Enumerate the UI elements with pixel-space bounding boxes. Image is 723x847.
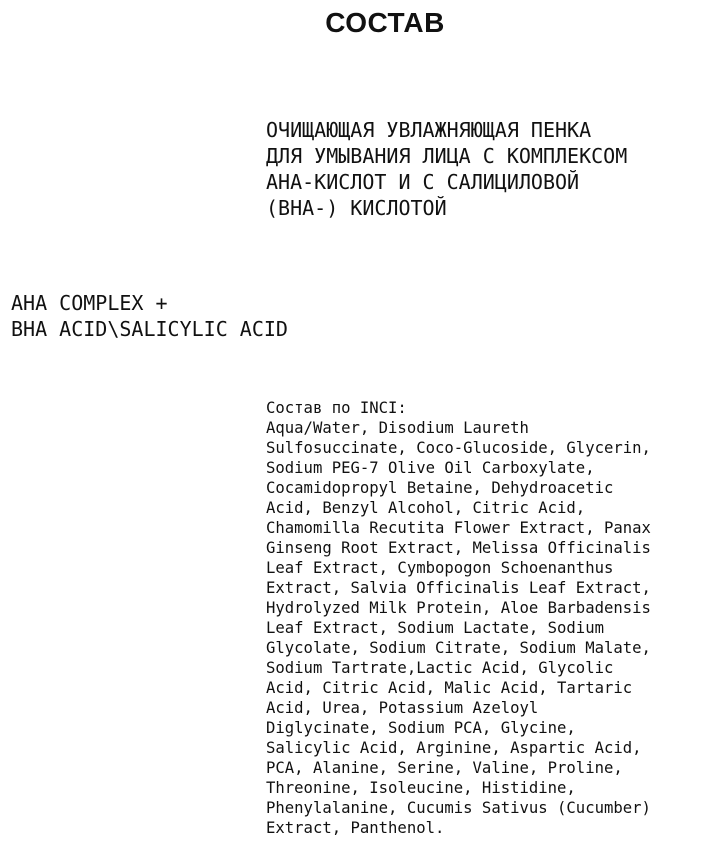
ingredients-line: PCA, Alanine, Serine, Valine, Proline, xyxy=(266,759,623,777)
ingredients-line: Salicylic Acid, Arginine, Aspartic Acid, xyxy=(266,739,642,757)
ingredients-line: Aqua/Water, Disodium Laureth xyxy=(266,419,529,437)
product-name xyxy=(266,117,723,221)
ingredients-line: Acid, Citric Acid, Malic Acid, Tartaric xyxy=(266,679,633,697)
ingredients-heading: Состав по INCI: xyxy=(266,399,407,417)
product-name-line: ОЧИЩАЮЩАЯ УВЛАЖНЯЮЩАЯ ПЕНКА xyxy=(266,118,592,142)
ingredients-line: Extract, Salvia Officinalis Leaf Extract, xyxy=(266,579,651,597)
acid-complex-line: BHA ACID\SALICYLIC ACID xyxy=(11,317,288,341)
ingredients-line: Hydrolyzed Milk Protein, Aloe Barbadensis xyxy=(266,599,651,617)
ingredients-line: Threonine, Isoleucine, Histidine, xyxy=(266,779,576,797)
acid-complex-line: AHA COMPLEX + xyxy=(11,291,168,315)
acid-complex-heading xyxy=(11,290,411,342)
page-title: СОСТАВ xyxy=(325,7,445,38)
ingredients-line: Sodium Tartrate,Lactic Acid, Glycolic xyxy=(266,659,614,677)
ingredients-line: Chamomilla Recutita Flower Extract, Panax xyxy=(266,519,651,537)
ingredients-line: Sodium PEG-7 Olive Oil Carboxylate, xyxy=(266,459,595,477)
ingredients-line: Sulfosuccinate, Coco-Glucoside, Glycerin, xyxy=(266,439,651,457)
ingredients-line: Cocamidopropyl Betaine, Dehydroacetic xyxy=(266,479,614,497)
product-name-line: ДЛЯ УМЫВАНИЯ ЛИЦА С КОМПЛЕКСОМ xyxy=(266,144,628,168)
ingredients-line: Acid, Urea, Potassium Azeloyl xyxy=(266,699,539,717)
ingredients-line: Diglycinate, Sodium PCA, Glycine, xyxy=(266,719,576,737)
ingredients-list xyxy=(266,398,716,838)
product-name-line: АНА-КИСЛОТ И С САЛИЦИЛОВОЙ xyxy=(266,170,580,194)
ingredients-line: Leaf Extract, Sodium Lactate, Sodium xyxy=(266,619,604,637)
ingredients-line: Leaf Extract, Cymbopogon Schoenanthus xyxy=(266,559,614,577)
ingredients-line: Acid, Benzyl Alcohol, Citric Acid, xyxy=(266,499,586,517)
ingredients-line: Phenylalanine, Cucumis Sativus (Cucumber) xyxy=(266,799,651,817)
product-name-line: (ВНА-) КИСЛОТОЙ xyxy=(266,196,447,220)
ingredients-line: Glycolate, Sodium Citrate, Sodium Malate, xyxy=(266,639,651,657)
ingredients-line: Extract, Panthenol. xyxy=(266,819,445,837)
ingredients-line: Ginseng Root Extract, Melissa Officinalis xyxy=(266,539,651,557)
